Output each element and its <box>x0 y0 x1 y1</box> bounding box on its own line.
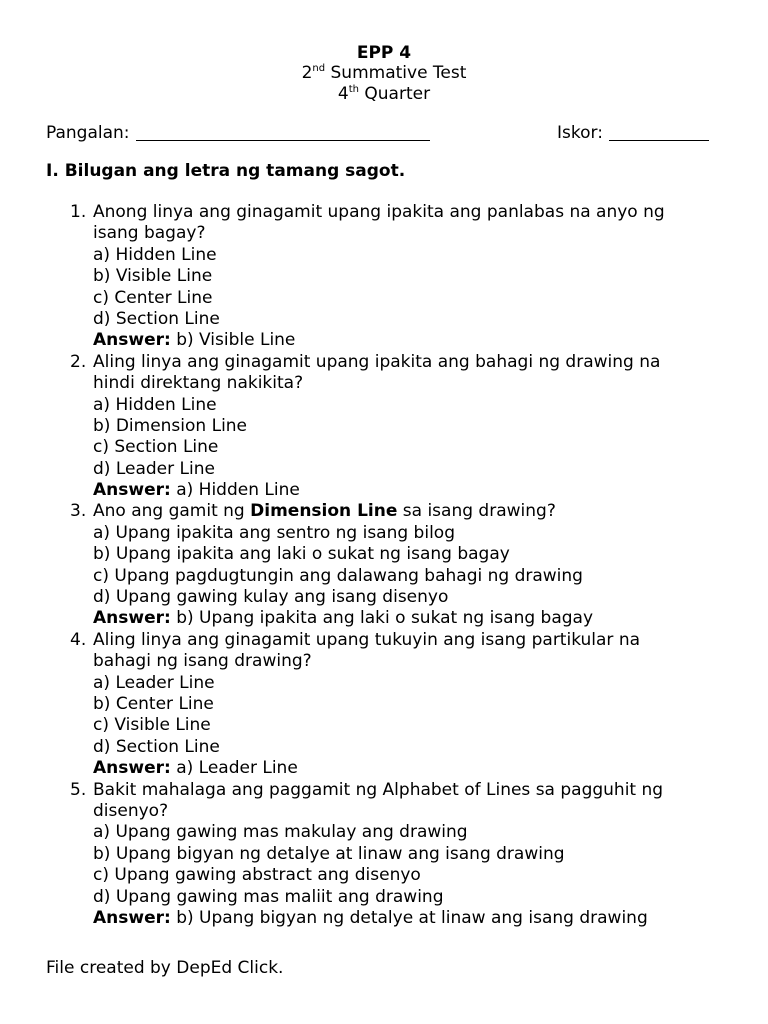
option[interactable] <box>0 673 768 694</box>
option-text: c) Visible Line <box>93 715 211 736</box>
question-number: 2. <box>70 351 87 372</box>
question-text-end: sa isang drawing? <box>397 501 556 522</box>
option-text: d) Leader Line <box>93 458 215 479</box>
option-text: a) Upang gawing mas makulay ang drawing <box>93 822 468 843</box>
answer-line <box>0 908 768 929</box>
question-text: Anong linya ang ginagamit upang ipakita ang panlabas na anyo ng <box>93 202 665 222</box>
quarter-label: Quarter <box>359 84 431 104</box>
option-text: a) Leader Line <box>93 672 215 693</box>
question-number: 1. <box>70 202 87 222</box>
document-title: EPP 4 <box>356 43 412 63</box>
name-label: Pangalan: <box>46 123 130 143</box>
option-text: b) Center Line <box>93 693 214 714</box>
question-text: isang bagay? <box>93 223 206 244</box>
quarter-ordinal-suffix: th <box>348 84 359 95</box>
answer-line <box>0 480 768 501</box>
option-text: d) Section Line <box>93 308 220 329</box>
option[interactable] <box>0 523 768 544</box>
score-field <box>557 123 709 143</box>
question-text: disenyo? <box>93 800 169 821</box>
option[interactable] <box>0 437 768 458</box>
option-text: c) Upang gawing abstract ang disenyo <box>93 865 421 886</box>
option-text: d) Upang gawing kulay ang isang disenyo <box>93 587 449 608</box>
option-text: b) Upang ipakita ang laki o sukat ng isang bagay <box>93 544 510 565</box>
question-1-line-1 <box>0 202 768 223</box>
test-ordinal-suffix: nd <box>312 63 326 74</box>
question-5-line-1 <box>0 780 768 801</box>
answer-line <box>0 330 768 351</box>
question-3-line-1 <box>0 501 768 522</box>
option[interactable] <box>0 459 768 480</box>
option[interactable] <box>0 245 768 266</box>
option[interactable] <box>0 865 768 886</box>
option[interactable] <box>0 309 768 330</box>
footer-credit: File created by DepEd Click. <box>46 958 284 978</box>
option[interactable] <box>0 395 768 416</box>
question-text: bahagi ng isang drawing? <box>93 651 312 672</box>
question-text: hindi direktang nakikita? <box>93 373 304 394</box>
answer-line <box>0 608 768 629</box>
option[interactable] <box>0 887 768 908</box>
option-text: c) Center Line <box>93 287 213 308</box>
question-2-line-2 <box>0 373 768 394</box>
name-field <box>46 123 430 143</box>
question-5-line-2 <box>0 801 768 822</box>
question-2-line-1 <box>0 352 768 373</box>
option-text: b) Visible Line <box>93 266 213 287</box>
quarter-ordinal: 4 <box>337 84 349 104</box>
dimension-line-term: Dimension Line <box>250 501 398 522</box>
option[interactable] <box>0 587 768 608</box>
answer-label: Answer: <box>93 480 171 501</box>
option[interactable] <box>0 544 768 565</box>
answer-text: b) Upang bigyan ng detalye at linaw ang isang drawing <box>176 907 648 928</box>
score-blank[interactable] <box>609 126 709 141</box>
option-text: c) Upang pagdugtungin ang dalawang bahagi ng drawing <box>93 565 583 586</box>
question-list <box>0 202 768 929</box>
answer-label: Answer: <box>93 608 171 629</box>
option-text: b) Upang bigyan ng detalye at linaw ang isang drawing <box>93 843 565 864</box>
question-number: 4. <box>70 629 87 650</box>
option-text: b) Dimension Line <box>93 415 248 436</box>
test-label: Summative Test <box>325 63 467 83</box>
answer-text: a) Leader Line <box>176 758 298 779</box>
question-text: Bakit mahalaga ang paggamit ng Alphabet of Lines sa pagguhit ng <box>93 779 664 800</box>
question-text: Aling linya ang ginagamit upang tukuyin ang isang partikular na <box>93 629 641 650</box>
option-text: d) Section Line <box>93 736 220 757</box>
answer-text: b) Upang ipakita ang laki o sukat ng isang bagay <box>176 608 594 629</box>
question-4-line-1 <box>0 630 768 651</box>
question-1-line-2 <box>0 223 768 244</box>
option-text: d) Upang gawing mas maliit ang drawing <box>93 886 444 907</box>
option-text: a) Hidden Line <box>93 244 217 265</box>
option-text: a) Upang ipakita ang sentro ng isang bilog <box>93 522 455 543</box>
option[interactable] <box>0 288 768 309</box>
answer-label: Answer: <box>93 330 171 351</box>
option[interactable] <box>0 737 768 758</box>
option[interactable] <box>0 266 768 287</box>
section-heading: I. Bilugan ang letra ng tamang sagot. <box>46 161 406 181</box>
option[interactable] <box>0 566 768 587</box>
question-text: Aling linya ang ginagamit upang ipakita ang bahagi ng drawing na <box>93 351 661 372</box>
score-label: Iskor: <box>557 123 603 143</box>
name-blank[interactable] <box>136 126 430 141</box>
option-text: c) Section Line <box>93 437 219 458</box>
option[interactable] <box>0 416 768 437</box>
question-4-line-2 <box>0 651 768 672</box>
answer-label: Answer: <box>93 758 171 779</box>
option[interactable] <box>0 694 768 715</box>
answer-line <box>0 758 768 779</box>
option[interactable] <box>0 715 768 736</box>
answer-label: Answer: <box>93 907 171 928</box>
answer-text: a) Hidden Line <box>176 480 300 501</box>
test-ordinal: 2 <box>301 63 313 83</box>
option[interactable] <box>0 822 768 843</box>
answer-text: b) Visible Line <box>176 330 296 351</box>
option-text: a) Hidden Line <box>93 394 217 415</box>
question-number: 3. <box>70 501 87 522</box>
option[interactable] <box>0 844 768 865</box>
quarter-subtitle <box>0 84 768 104</box>
question-text <box>93 501 556 522</box>
question-text-start: Ano ang gamit ng <box>93 501 251 522</box>
question-number: 5. <box>70 779 87 800</box>
test-subtitle <box>0 63 768 83</box>
